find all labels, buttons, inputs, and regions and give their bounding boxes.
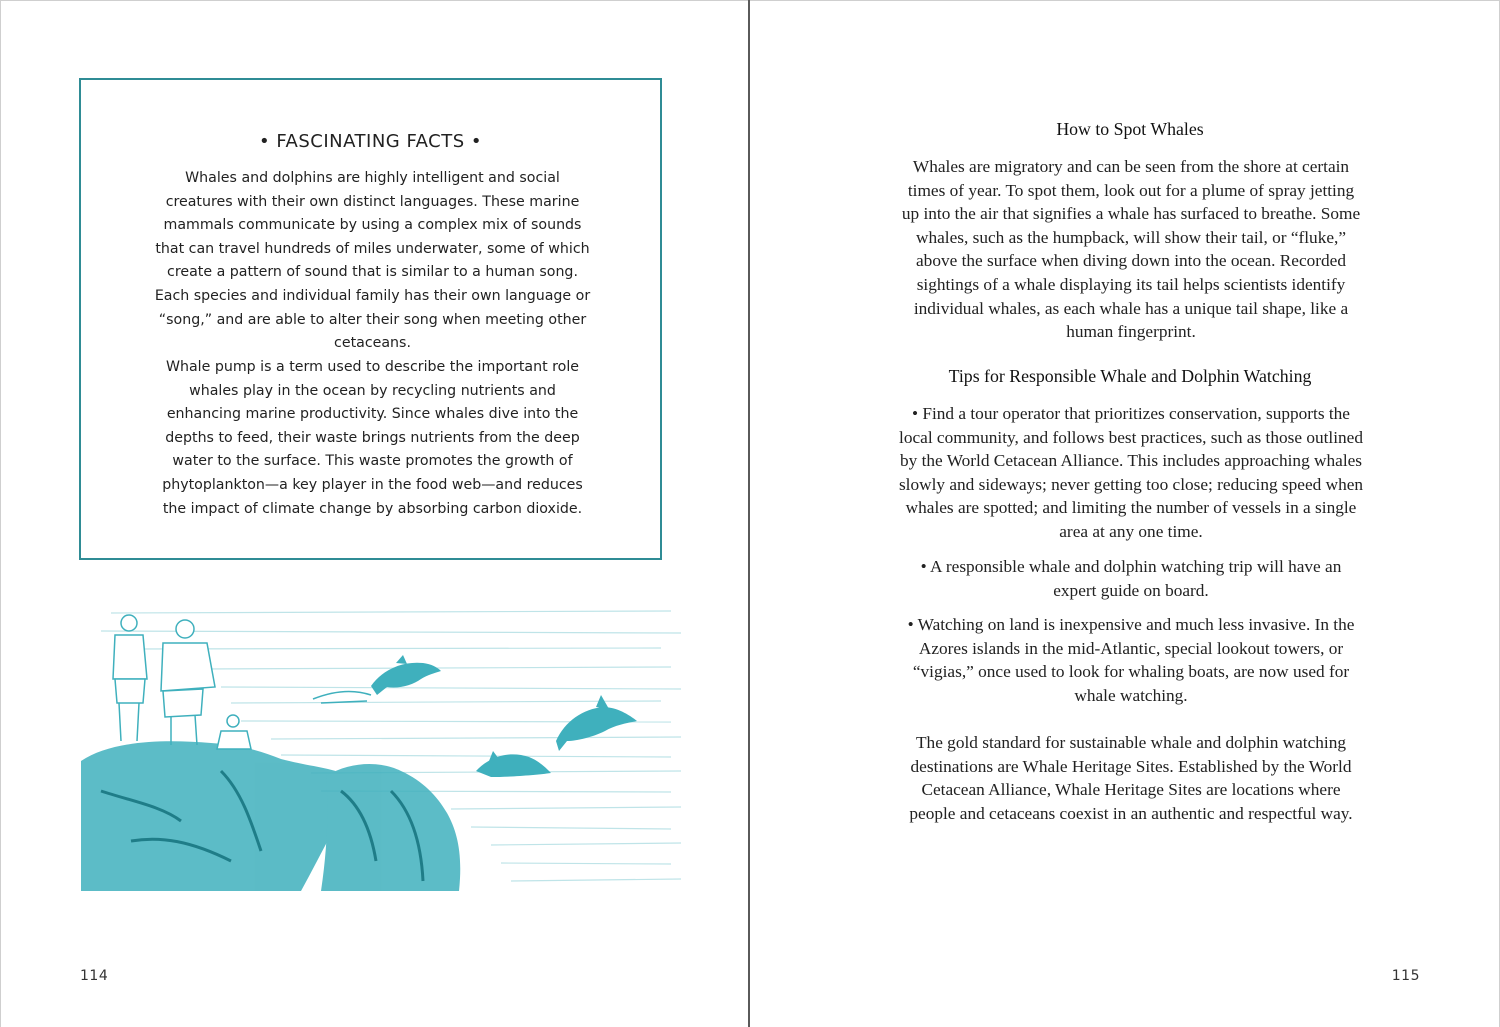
heading-how-to-spot-whales: How to Spot Whales xyxy=(1056,119,1204,139)
facts-title: • FASCINATING FACTS • xyxy=(258,131,482,152)
tip-text: • A responsible whale and dolphin watching trip will have an expert guide on board. xyxy=(920,557,1342,600)
spot-whales-paragraph xyxy=(898,155,1364,344)
heading-tips: Tips for Responsible Whale and Dolphin Watching xyxy=(948,366,1312,386)
fascinating-facts-box xyxy=(79,78,662,560)
tip-bullet xyxy=(898,613,1364,707)
dolphin-icon xyxy=(371,655,441,695)
gold-standard-paragraph xyxy=(898,731,1364,825)
page-number-left: 114 xyxy=(80,968,109,984)
rocks xyxy=(81,741,460,891)
tip-bullet xyxy=(898,555,1364,602)
whale-watching-illustration xyxy=(71,591,691,911)
tip-text: • Watching on land is inexpensive and much less invasive. In the Azores islands in the mid-Atlantic, special lookout towers, or “vigias,” once used to look for whaling boats, are now used for whale watching. xyxy=(907,615,1355,705)
people xyxy=(113,615,251,749)
dolphin-icon xyxy=(476,751,551,777)
tip-bullet xyxy=(898,402,1364,544)
spot-whales-text: Whales are migratory and can be seen from the shore at certain times of year. To spot them, look out for a plume of spray jetting up into the air that signifies a whale has surfaced to breathe. Some whales, such as the humpback, will show their tail, or “fluke,” above the surface when diving down into the ocean. Recorded sightings of a whale displaying its tail helps scientists identify individual whales, as each whale has a unique tail shape, like a human fingerprint. xyxy=(901,157,1361,342)
facts-paragraph-whale-pump: Whale pump is a term used to describe the important role whales play in the ocean by recycling nutrients and enhancing marine productivity. Since whales dive into the depths to feed, their waste brings nutrients from the deep water to the surface. This waste promotes the growth of phytoplankton—a key player in the food web—and reduces the impact of climate change by absorbing carbon dioxide. xyxy=(162,359,583,517)
tip-text: • Find a tour operator that prioritizes conservation, supports the local community, and follows best practices, such as those outlined by the World Cetacean Alliance. This includes approaching whales slowly and sideways; never getting too close; reducing speed when whales are spotted; and limiting the number of vessels in a single area at any one time. xyxy=(898,404,1364,541)
page-number-right: 115 xyxy=(1391,968,1420,984)
gold-standard-text: The gold standard for sustainable whale and dolphin watching destinations are Whale Heritage Sites. Established by the World Cetacean Alliance, Whale Heritage Sites are locations where people and cetaceans coexist in an authentic and respectful way. xyxy=(909,733,1353,823)
splash-lines xyxy=(313,692,371,703)
right-page xyxy=(750,0,1500,1027)
facts-paragraph-communication: Whales and dolphins are highly intelligent and social creatures with their own distinct languages. These marine mammals communicate by using a complex mix of sounds that can travel hundreds of miles underwater, some of which create a pattern of sound that is similar to a human song. Each species and individual family has their own language or “song,” and are able to alter their song when meeting other cetaceans. xyxy=(154,170,591,352)
dolphin-icon xyxy=(556,695,637,751)
left-page xyxy=(0,0,749,1027)
